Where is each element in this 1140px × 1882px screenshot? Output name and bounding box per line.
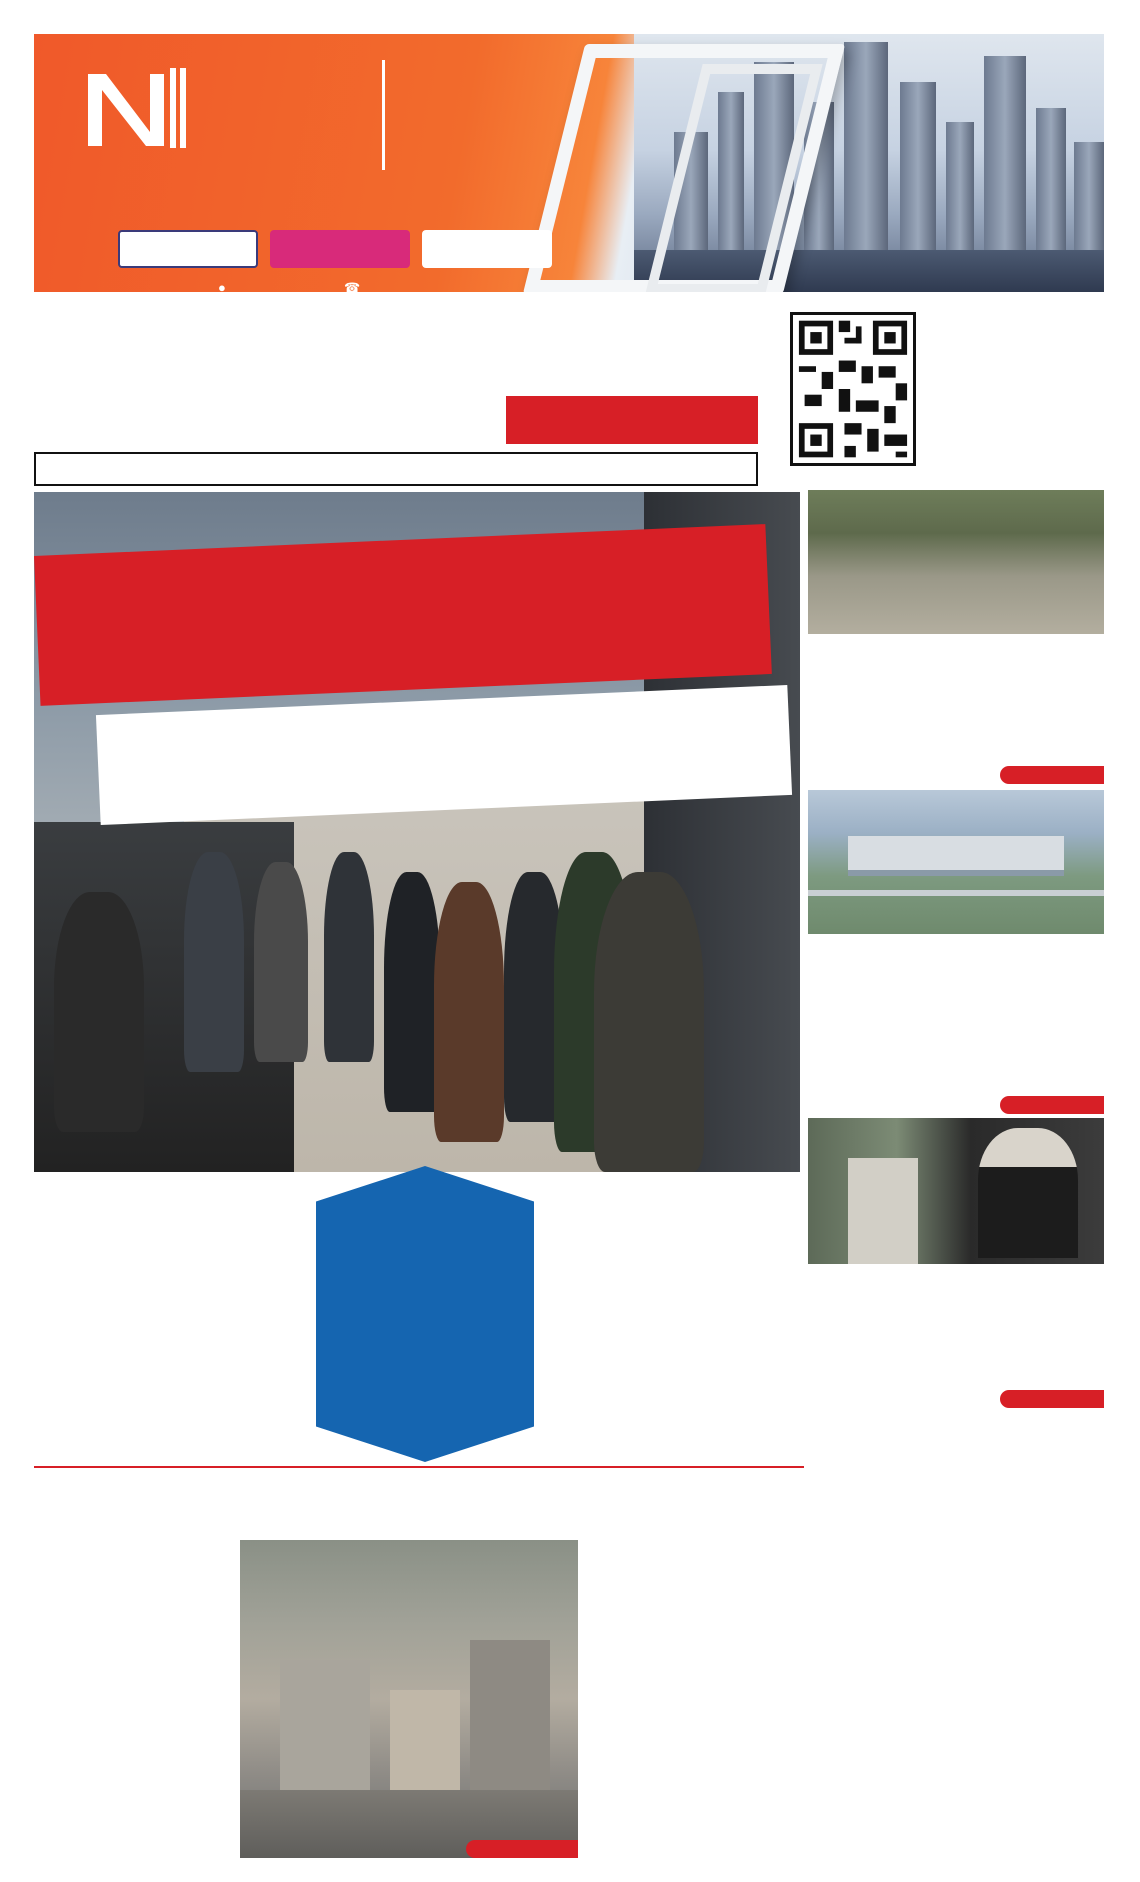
main-col1-title xyxy=(34,1174,334,1200)
ad-divider xyxy=(382,60,385,170)
main-col1-text xyxy=(34,1204,294,1434)
section-divider xyxy=(34,1466,804,1468)
sidebar-story1-page[interactable] xyxy=(1000,766,1104,784)
earthquake-photo[interactable] xyxy=(240,1540,578,1858)
phone-icon: ☎ xyxy=(344,280,361,292)
nutem-logo-icon xyxy=(80,62,190,152)
top-advertisement[interactable] xyxy=(34,34,1104,292)
masthead-info-bar xyxy=(34,452,758,486)
earthquake-photo-page[interactable] xyxy=(466,1840,578,1858)
masthead-gazetesi xyxy=(506,396,758,444)
sidebar-story1-photo[interactable] xyxy=(808,490,1104,634)
ad-phone xyxy=(344,280,360,292)
sidebar-story3-page[interactable] xyxy=(1000,1390,1104,1408)
headline-banner-red xyxy=(34,524,772,706)
ad-location xyxy=(218,280,226,292)
main-col3-text xyxy=(528,1200,810,1450)
ad-partner-portal xyxy=(422,230,552,268)
ad-partner-iq xyxy=(270,230,410,268)
ad-partner-maestro xyxy=(118,230,258,268)
qr-code-icon[interactable] xyxy=(790,312,916,466)
spot-hexagon xyxy=(316,1166,534,1462)
location-pin-icon: ● xyxy=(218,280,226,292)
sidebar-story3-photo[interactable] xyxy=(808,1118,1104,1264)
sidebar-story2-page[interactable] xyxy=(1000,1096,1104,1114)
sidebar-story2-photo[interactable] xyxy=(808,790,1104,934)
